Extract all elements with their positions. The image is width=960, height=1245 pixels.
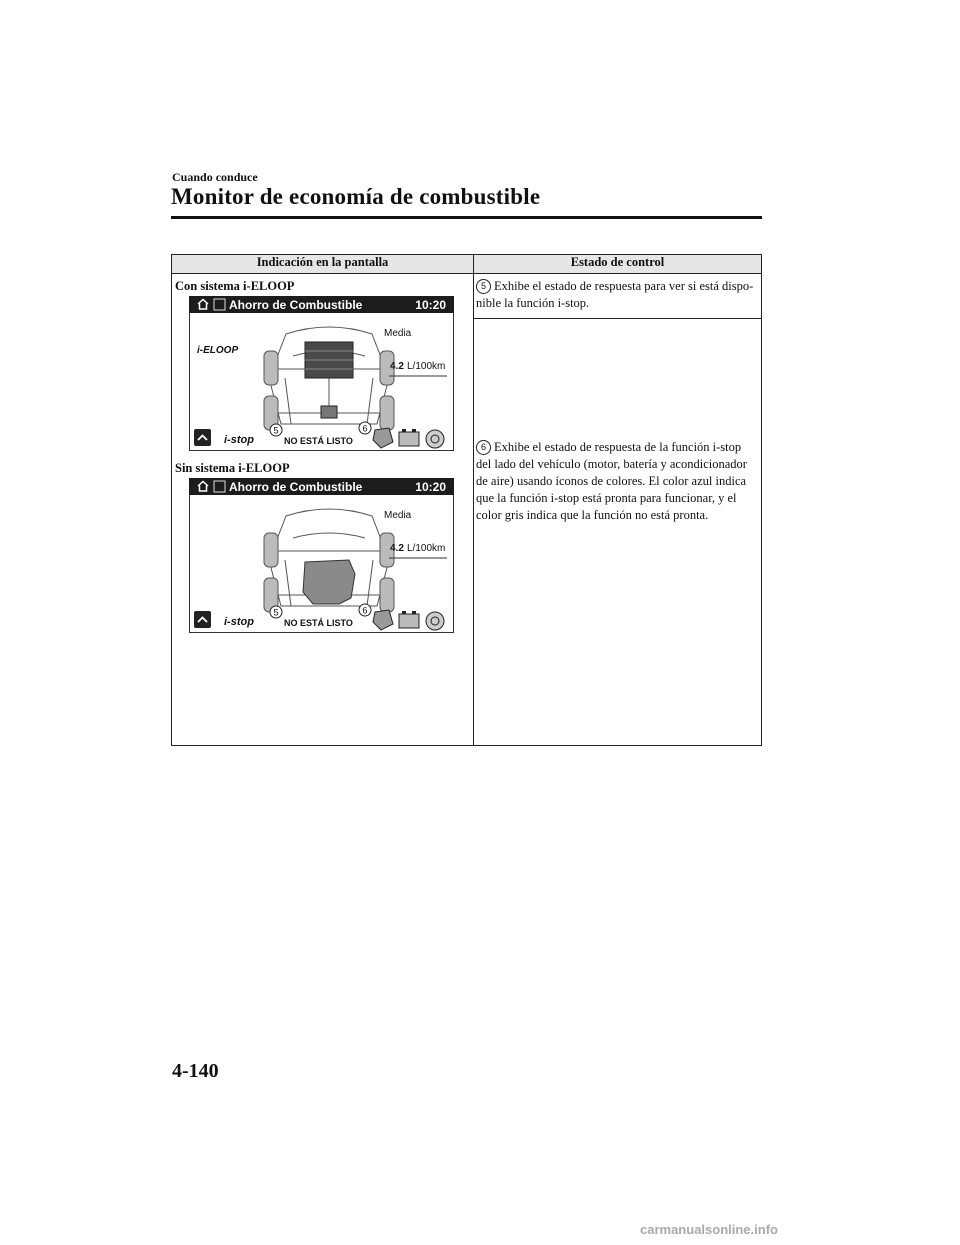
callout-number: 5 (273, 425, 279, 436)
back-button[interactable] (194, 429, 211, 446)
screen-without-eloop-image (189, 478, 454, 633)
table-row (172, 274, 762, 319)
eloop-label: i-ELOOP (197, 345, 239, 356)
back-button[interactable] (194, 611, 211, 628)
screen-without-eloop (189, 478, 454, 637)
average-label: Media (384, 510, 412, 521)
battery-icon (399, 429, 419, 446)
status-cell-6 (474, 319, 762, 746)
screen-with-eloop-image (189, 296, 454, 451)
status-text: NO ESTÁ LISTO (284, 618, 353, 628)
table-header-row (172, 255, 762, 274)
callout-number: 5 (273, 607, 279, 618)
average-unit: L/100km (407, 543, 446, 554)
marker-6: 6 (476, 440, 491, 455)
air-conditioner-icon (426, 612, 444, 630)
status-text-5: Exhibe el estado de respuesta para ver si está dispo-nible la función i-stop. (476, 279, 754, 310)
screen-time: 10:20 (415, 480, 446, 494)
watermark: carmanualsonline.info (640, 1222, 778, 1237)
status-cell-5 (474, 274, 762, 319)
istop-label: i-stop (224, 434, 254, 446)
callout-number: 6 (362, 423, 368, 434)
page-title: Monitor de economía de combustible (171, 184, 541, 209)
callout-number: 6 (362, 605, 368, 616)
status-text: NO ESTÁ LISTO (284, 436, 353, 446)
status-text-6: Exhibe el estado de respuesta de la función i-stop del lado del vehículo (motor, batería y acondicionador de aire) usando íconos de colores. El color azul indica que la función i-stop está pronta para funcionar, y el color gris indica que la función no está pronta. (476, 440, 747, 522)
average-label: Media (384, 328, 412, 339)
average-unit: L/100km (407, 361, 446, 372)
spec-table (171, 254, 762, 746)
row-label-without-eloop: Sin sistema i-ELOOP (175, 461, 290, 475)
row-label-with-eloop: Con sistema i-ELOOP (175, 279, 295, 293)
istop-label: i-stop (224, 616, 254, 628)
title-rule (171, 216, 762, 219)
screen-title: Ahorro de Combustible (229, 480, 363, 494)
page-number: 4-140 (172, 1060, 219, 1082)
screen-time: 10:20 (415, 298, 446, 312)
screen-with-eloop (189, 296, 454, 455)
column-header-status: Estado de control (474, 255, 762, 274)
marker-5: 5 (476, 279, 491, 294)
average-value: 4.2 (390, 361, 404, 372)
section-label: Cuando conduce (172, 170, 258, 184)
engine-block (303, 560, 355, 604)
screen-title: Ahorro de Combustible (229, 298, 363, 312)
average-value: 4.2 (390, 543, 404, 554)
display-cell (172, 274, 474, 746)
air-conditioner-icon (426, 430, 444, 448)
battery-icon (399, 611, 419, 628)
column-header-display: Indicación en la pantalla (172, 255, 474, 274)
